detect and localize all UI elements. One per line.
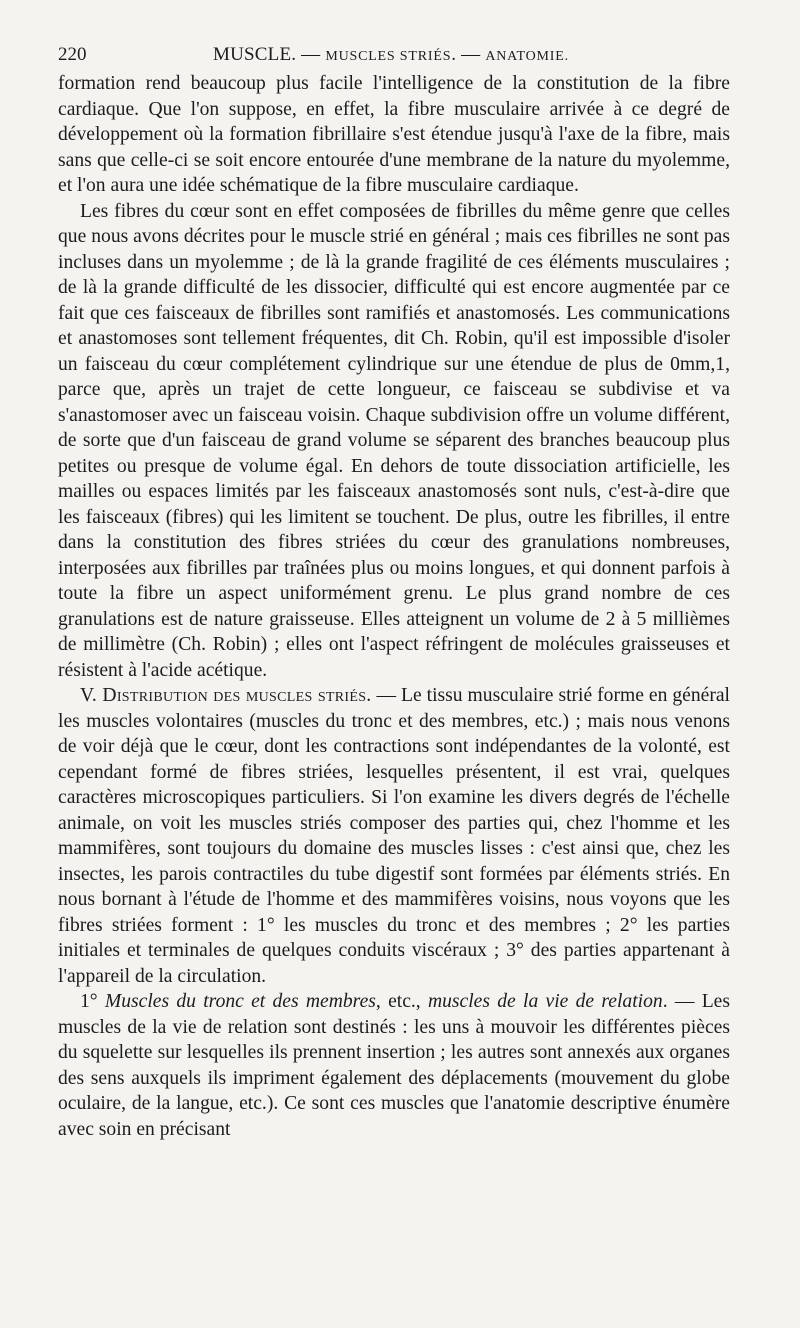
page-number: 220 (58, 44, 87, 65)
paragraph-distribution-body: — Le tissu musculaire strié forme en général les muscles volontaires (muscles du tronc et des membres, etc.) ; mais nous venons de voir déjà que le cœur, dont les contractions sont indépendantes de la volonté, est cependant formé de fibres striées, lesquelles présentent, il est vrai, quelques caractères microscopiques particuliers. Si l'on examine les divers degrés de l'échelle animale, on voit les muscles striés composer des parties qui, chez l'homme et les mammifères, sont toujours du domaine des muscles lisses : c'est ainsi que, chez les insectes, les parois contractiles du tube digestif sont formées par éléments striés. En nous bornant à l'étude de l'homme et des mammifères voisins, nous voyons que les fibres striées forment : 1° les muscles du tronc et des membres ; 2° les parties initiales et terminales de quelques conduits viscéraux ; 3° des parties appartenant à l'appareil de la circulation. (58, 685, 730, 987)
running-title-section: MUSCLES STRIÉS (325, 49, 452, 64)
paragraph-trunk-limb-body: . — Les muscles de la vie de relation sont destinés : les uns à mouvoir les différentes pièces du squelette sur lesquelles ils prennent insertion ; les autres sont annexés aux organes des sens auxquels ils impriment également des déplacements (mouvement du globe oculaire, de la langue, etc.). Ce sont ces muscles que l'anatomie descriptive énumère avec soin en précisant (58, 991, 730, 1140)
paragraph-cardiac-fibre-intro: formation rend beaucoup plus facile l'intelligence de la constitution de la fibre cardiaque. Que l'on suppose, en effet, la fibre musculaire arrivée à ce degré de développement où la formation fibrillaire s'est étendue jusqu'à l'axe de la fibre, mais sans que celle-ci se soit encore entourée d'une membrane de la nature du myolemme, et l'on aura une idée schématique de la fibre musculaire cardiaque. (58, 73, 730, 196)
paragraph-trunk-limb-muscles (58, 989, 730, 1142)
running-title-main: MUSCLE. — (213, 44, 326, 65)
book-page (58, 40, 730, 1142)
paragraph-distribution (58, 683, 730, 989)
section-heading-distribution: V. Distribution des muscles striés. (80, 685, 372, 706)
subsection-title-part1: Muscles du tronc et des membres (104, 991, 376, 1012)
subsection-number: 1° (80, 991, 105, 1012)
subsection-title-part2: muscles de la vie de relation (427, 991, 663, 1012)
subsection-title-connector: , etc., (375, 991, 428, 1012)
running-head (58, 40, 730, 70)
body-text (58, 71, 730, 1142)
running-title-subsection: ANATOMIE. (485, 49, 569, 64)
running-title-separator: . — (451, 44, 486, 65)
paragraph-heart-fibres: Les fibres du cœur sont en effet composées de fibrilles du même genre que celles que nous avons décrites pour le muscle strié en général ; mais ces fibrilles ne sont pas incluses dans un myolemme ; de là la grande fragilité de ces éléments musculaires ; de là la grande difficulté de les dissocier, difficulté qui est encore augmentée par ce fait que ces faisceaux de fibrilles sont ramifiés et anastomosés. Les communications et anastomoses sont tellement fréquentes, dit Ch. Robin, qu'il est impossible d'isoler un faisceau du cœur complétement cylindrique sur une étendue de plus de 0mm,1, parce que, après un trajet de cette longueur, ce faisceau se subdivise et va s'anastomoser avec un faisceau voisin. Chaque subdivision offre un volume différent, de sorte que d'un faisceau de grand volume se séparent des branches beaucoup plus petites ou presque de volume égal. En dehors de toute dissociation artificielle, les mailles ou espaces limités par les faisceaux anastomosés sont nuls, c'est-à-dire que les faisceaux (fibres) qui les limitent se touchent. De plus, outre les fibrilles, il entre dans la constitution des fibres striées du cœur des granulations nombreuses, interposées aux fibrilles par traînées plus ou moins longues, et qui donnent parfois à toute la fibre un aspect uniformément grenu. Le plus grand nombre de ces granulations est de nature graisseuse. Elles atteignent un volume de 2 à 5 millièmes de millimètre (Ch. Robin) ; elles ont l'aspect réfringent de molécules graisseuses et résistent à l'acide acétique. (58, 200, 730, 681)
running-title (213, 40, 569, 72)
